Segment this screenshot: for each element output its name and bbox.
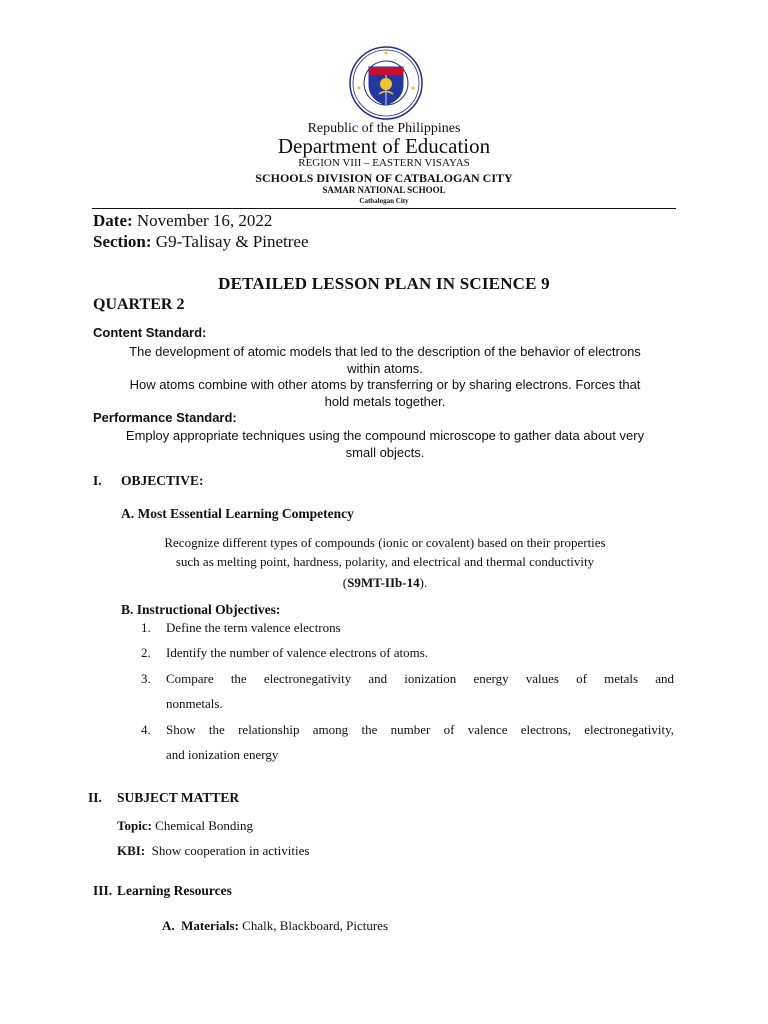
objective-heading: OBJECTIVE: (121, 473, 204, 488)
objective-item: Show the relationship among the number of valence electrons, electronegativity, (166, 722, 674, 737)
deped-seal-logo (349, 46, 423, 120)
melc-code: S9MT-IIb-14 (347, 575, 420, 590)
kbi-label: KBI: (117, 843, 146, 858)
topic-label: Topic: (117, 818, 152, 833)
melc-heading: A. Most Essential Learning Competency (121, 506, 354, 521)
department-title: Department of Education (277, 134, 491, 158)
melc-code-open: ( (342, 575, 348, 590)
materials-letter: A. (162, 918, 175, 933)
kbi-line (117, 843, 309, 859)
region-text: REGION VIII – EASTERN VISAYAS (298, 157, 470, 169)
section-label: Section: (93, 232, 152, 251)
kbi-value: Show cooperation in activities (151, 843, 310, 858)
school-name: SAMAR NATIONAL SCHOOL (322, 185, 446, 195)
document-title: DETAILED LESSON PLAN IN SCIENCE 9 (218, 274, 550, 293)
melc-text: such as melting point, hardness, polarity, and electrical and thermal conductivity (175, 554, 595, 569)
content-standard-line: How atoms combine with other atoms by transferring or by sharing electrons. Forces that (129, 377, 641, 392)
objective-item-number: 2. (141, 645, 151, 660)
melc-code-line (93, 575, 677, 591)
subject-matter-number: II. (88, 790, 102, 805)
section-value: G9-Talisay & Pinetree (155, 232, 309, 251)
content-standard-line: The development of atomic models that led to the description of the behavior of electrons (129, 344, 641, 359)
topic-line (117, 818, 253, 834)
performance-standard-label: Performance Standard: (93, 410, 237, 425)
objective-item-number: 1. (141, 620, 151, 635)
materials-label: Materials: (181, 918, 239, 933)
objective-item-continued: and ionization energy (166, 747, 279, 762)
performance-standard-line: Employ appropriate techniques using the compound microscope to gather data about very (125, 428, 645, 443)
division-text: SCHOOLS DIVISION OF CATBALOGAN CITY (255, 171, 513, 185)
date-line (93, 211, 272, 231)
materials-value: Chalk, Blackboard, Pictures (242, 918, 389, 933)
topic-value: Chemical Bonding (155, 818, 254, 833)
subject-matter-heading: SUBJECT MATTER (117, 790, 240, 805)
objective-item: Compare the electronegativity and ionization energy values of metals and (166, 671, 674, 686)
learning-resources-number: III. (93, 883, 113, 898)
objective-item-number: 3. (141, 671, 151, 686)
objective-item: Define the term valence electrons (166, 620, 341, 635)
content-standard-line: hold metals together. (324, 394, 446, 409)
objective-item-continued: nonmetals. (166, 696, 223, 711)
learning-resources-heading: Learning Resources (117, 883, 232, 898)
objective-item: Identify the number of valence electrons of atoms. (166, 645, 429, 660)
quarter-heading: QUARTER 2 (93, 296, 185, 313)
objective-number: I. (93, 473, 102, 488)
content-standard-line: within atoms. (347, 361, 423, 376)
performance-standard-line: small objects. (345, 445, 425, 460)
header-divider (92, 208, 676, 209)
materials-line (162, 918, 388, 934)
melc-code-close: ). (419, 575, 428, 590)
section-line (93, 232, 309, 252)
melc-text: Recognize different types of compounds (ionic or covalent) based on their properties (164, 535, 606, 550)
content-standard-label: Content Standard: (93, 325, 207, 340)
date-label: Date: (93, 211, 133, 230)
city-text: Catbalogan City (359, 197, 409, 205)
republic-text: Republic of the Philippines (307, 121, 461, 136)
instructional-objectives-heading: B. Instructional Objectives: (121, 602, 281, 617)
date-value: November 16, 2022 (136, 211, 273, 230)
objective-item-number: 4. (141, 722, 151, 737)
